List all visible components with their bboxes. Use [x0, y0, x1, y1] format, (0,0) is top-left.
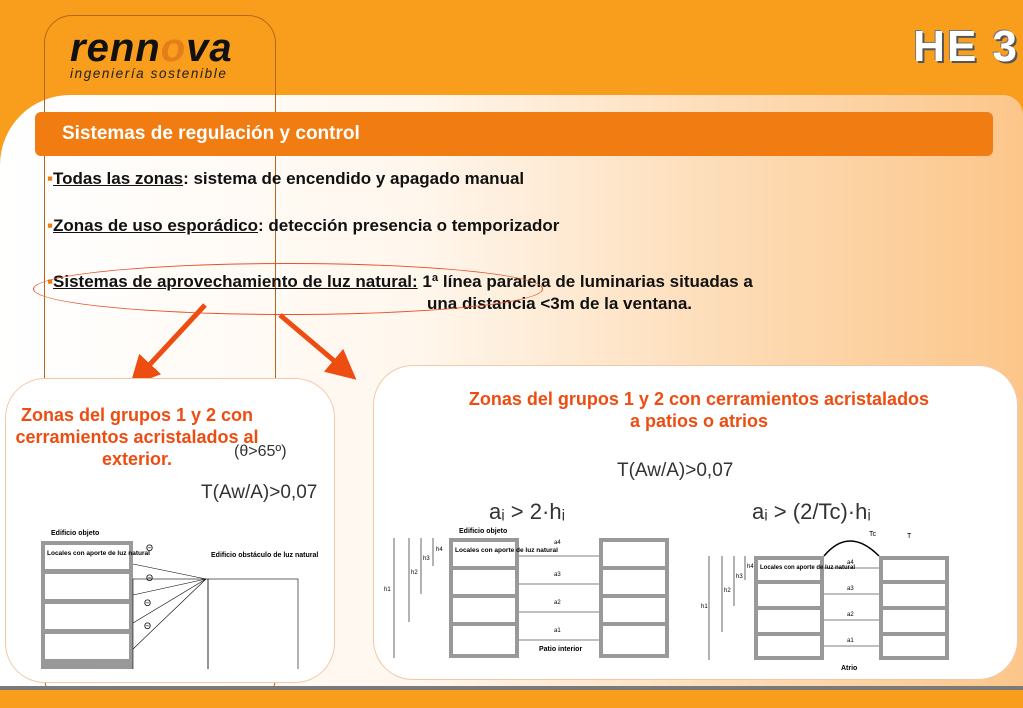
svg-text:T: T [907, 533, 912, 540]
bullet-3: ▪Sistemas de aprovechamiento de luz natural: 1ª línea paralela de luminarias situadas a [47, 272, 753, 291]
bullet-2: ▪Zonas de uso esporádico: detección presencia o temporizador [47, 216, 560, 235]
svg-text:a2: a2 [554, 600, 561, 606]
bullet-3-cont: una distancia <3m de la ventana. [427, 294, 693, 313]
transmittance-condition: T(Aw/A)>0,07 [617, 460, 734, 481]
svg-text:Locales con aporte de luz natu: Locales con aporte de luz natural [455, 547, 558, 554]
svg-text:Edificio objeto: Edificio objeto [51, 530, 100, 537]
svg-text:a3: a3 [554, 572, 561, 578]
arrow-right [280, 315, 345, 370]
svg-text:h1: h1 [701, 604, 708, 610]
svg-text:Θ: Θ [146, 543, 154, 553]
svg-text:Θ: Θ [144, 621, 152, 631]
arrow-left [140, 305, 205, 375]
svg-text:h3: h3 [423, 556, 430, 562]
svg-text:a1: a1 [847, 638, 854, 644]
angle-condition: (θ>65º) [234, 443, 287, 460]
right-card [373, 365, 1018, 680]
logo-word: renn [70, 26, 161, 70]
svg-text:Θ: Θ [146, 573, 154, 583]
svg-text:h3: h3 [736, 574, 743, 580]
section-header: Sistemas de regulación y control [35, 112, 993, 156]
svg-text:Edificio obstáculo de luz natu: Edificio obstáculo de luz natural [211, 552, 319, 559]
exterior-diagram [6, 519, 336, 669]
atrium-formula: aᵢ > (2/Tc)·hᵢ [752, 499, 871, 524]
svg-text:Patio interior: Patio interior [539, 646, 583, 653]
svg-text:h4: h4 [436, 547, 443, 553]
svg-text:h4: h4 [747, 564, 754, 570]
svg-text:h2: h2 [724, 588, 731, 594]
svg-text:Θ: Θ [144, 598, 152, 608]
left-card-title: Zonas del grupos 1 y 2 con cerramientos acristalados al exterior. [15, 405, 259, 469]
logo-o: o [160, 26, 187, 70]
svg-text:a1: a1 [554, 628, 561, 634]
svg-text:Atrio: Atrio [841, 665, 858, 672]
svg-text:h1: h1 [384, 587, 391, 593]
patio-atrium-diagrams [379, 526, 1009, 676]
svg-text:a4: a4 [554, 540, 561, 546]
patio-formula: aᵢ > 2·hᵢ [489, 499, 566, 524]
svg-text:a3: a3 [847, 586, 854, 592]
svg-text:Locales con aporte de luz natu: Locales con aporte de luz natural [47, 550, 150, 557]
logo-word-end: va [186, 26, 233, 70]
svg-text:a4: a4 [847, 560, 854, 566]
transmittance-condition: T(Aw/A)>0,07 [201, 482, 318, 503]
svg-text:Tc: Tc [869, 531, 876, 538]
bullet-1: ▪Todas las zonas: sistema de encendido y apagado manual [47, 169, 525, 188]
left-card [5, 378, 335, 683]
slide-label: HE 3 [913, 22, 1019, 71]
footer-band [0, 690, 1023, 708]
svg-text:Locales con aporte de luz natu: Locales con aporte de luz natural [760, 565, 856, 571]
svg-text:Edificio objeto: Edificio objeto [459, 528, 508, 535]
right-card-title: Zonas del grupos 1 y 2 con cerramientos acristalados a patios o atrios [468, 389, 930, 431]
logo-tagline: ingeniería sostenible [70, 66, 228, 81]
svg-text:h2: h2 [411, 570, 418, 576]
svg-text:a2: a2 [847, 612, 854, 618]
